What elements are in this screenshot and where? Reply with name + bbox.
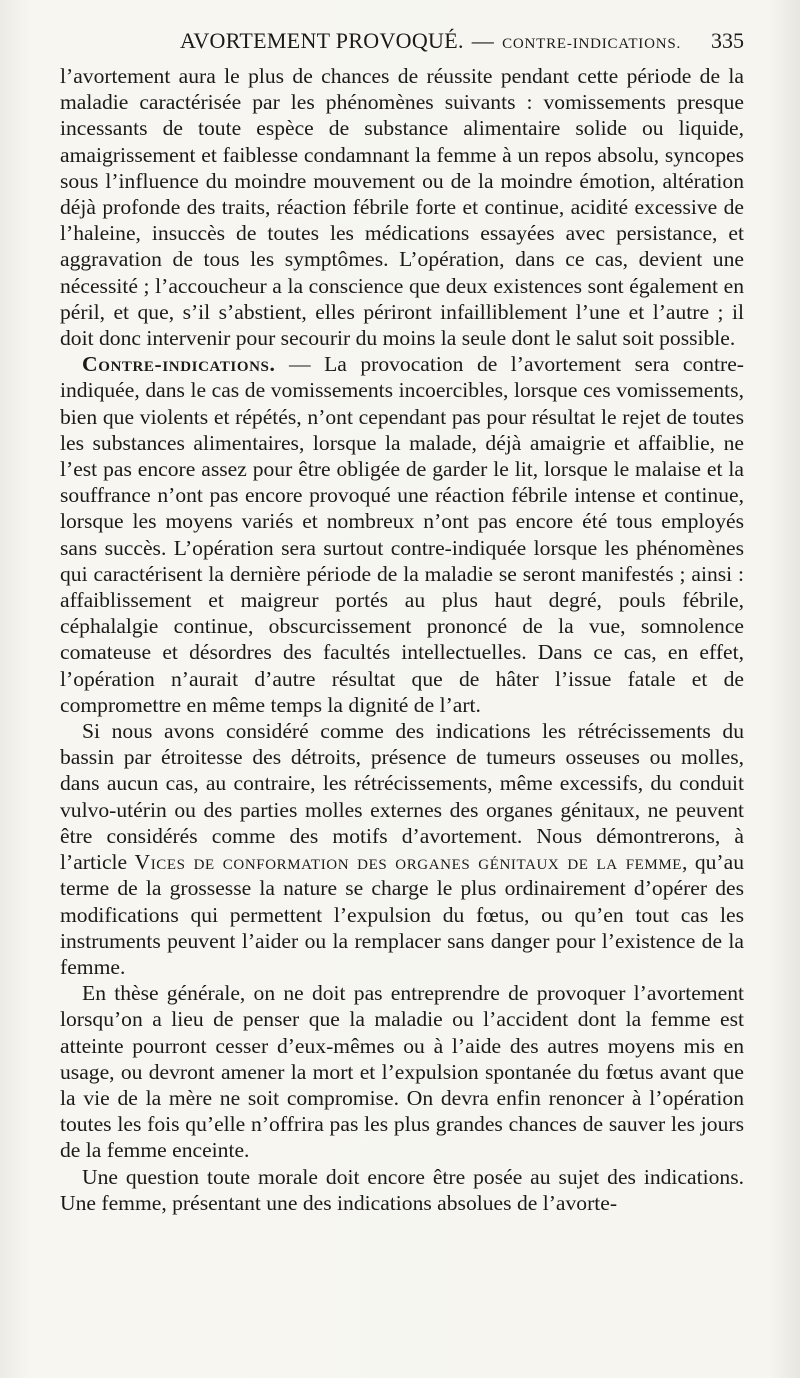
page-body [60, 63, 744, 1216]
article-reference: Vices de conformation des organes génitaux de la femme [134, 850, 683, 875]
paragraph-4 [60, 980, 744, 1163]
paragraph-1-text: l’avortement aura le plus de chances de réussite pendant cette période de la maladie caractérisée par les phénomènes suivants : vomissements presque incessants de toute espèce de substance alimentaire solide ou liquide, amaigrissement et faiblesse condamnant la femme à un repos absolu, syncopes sous l’influence du moindre mouvement ou de la moindre émotion, altération déjà profonde des traits, réaction fébrile forte et continue, acidité excessive de l’haleine, insuccès de toutes les médications essayées avec persistance, et aggravation de tous les symptômes. L’opération, dans ce cas, devient une nécessité ; l’accoucheur a la conscience que deux existences sont également en péril, et que, s’il s’abstient, elles périront infailliblement l’une et l’autre ; il doit donc intervenir pour secourir du moins la seule dont le salut soit possible. [60, 64, 744, 351]
chapter-title: AVORTEMENT PROVOQUÉ. [180, 28, 464, 53]
paragraph-1 [60, 63, 744, 351]
paragraph-5-text: Une question toute morale doit encore être posée au sujet des indications. Une femme, présentant une des indications absolues de l’avorte- [60, 1164, 744, 1215]
page-number: 335 [711, 28, 744, 53]
paragraph-5 [60, 1164, 744, 1216]
paragraph-3-text-after: , qu’au terme de la grossesse la nature se charge le plus ordinairement d’opérer des modifications qui permettent l’expulsion du fœtus, ou qu’en tout cas les instruments peuvent l’aider ou la remplacer sans danger pour l’existence de la femme. [60, 850, 744, 979]
paragraph-2-text: — La provocation de l’avortement sera contre-indiquée, dans le cas de vomissements incoercibles, lorsque ces vomissements, bien que violents et répétés, n’ont cependant pas pour résultat le rejet de toutes les substances alimentaires, lorsque la malade, déjà amaigrie et affaiblie, ne l’est pas encore assez pour être obligée de garder le lit, lorsque le malaise et la souffrance n’ont pas encore provoqué une réaction fébrile intense et continue, lorsque les moyens variés et nombreux n’ont pas encore été tous employés sans succès. L’opération sera surtout contre-indiquée lorsque les phénomènes qui caractérisent la dernière période de la maladie se seront manifestés ; ainsi : affaiblissement et maigreur portés au plus haut degré, pouls fébrile, céphalalgie continue, obscurcissement prononcé de la vue, somnolence comateuse et désordres des facultés intellectuelles. Dans ce cas, en effet, l’opération n’aurait d’autre résultat que de hâter l’issue fatale et de compromettre en même temps la dignité de l’art. [60, 352, 744, 717]
section-subtitle: CONTRE-INDICATIONS. [502, 36, 682, 52]
paragraph-3-text-before: Si nous avons considéré comme des indications les rétrécissements du bassin par étroitesse des détroits, présence de tumeurs osseuses ou molles, dans aucun cas, au contraire, les rétrécissements, même excessifs, du conduit vulvo-utérin ou des parties molles externes des organes génitaux, ne peuvent être considérés comme des motifs d’avortement. Nous démontrerons, à l’article [60, 719, 744, 875]
paragraph-2 [60, 351, 744, 718]
paragraph-4-text: En thèse générale, on ne doit pas entreprendre de provoquer l’avortement lorsqu’on a lieu de penser que la maladie ou l’accident dont la femme est atteinte pourront cesser d’eux-mêmes ou à l’aide des autres moyens mis en usage, ou devront amener la mort et l’expulsion spontanée du fœtus avant que la vie de la mère ne soit compromise. On devra enfin renoncer à l’opération toutes les fois qu’elle n’offrira pas les plus grandes chances de sauver les jours de la femme enceinte. [60, 981, 744, 1163]
paragraph-3 [60, 718, 744, 980]
title-separator: — [471, 28, 495, 53]
running-title [180, 28, 681, 54]
running-header [60, 24, 744, 58]
section-heading-contre-indications: Contre-indications. [82, 352, 276, 377]
